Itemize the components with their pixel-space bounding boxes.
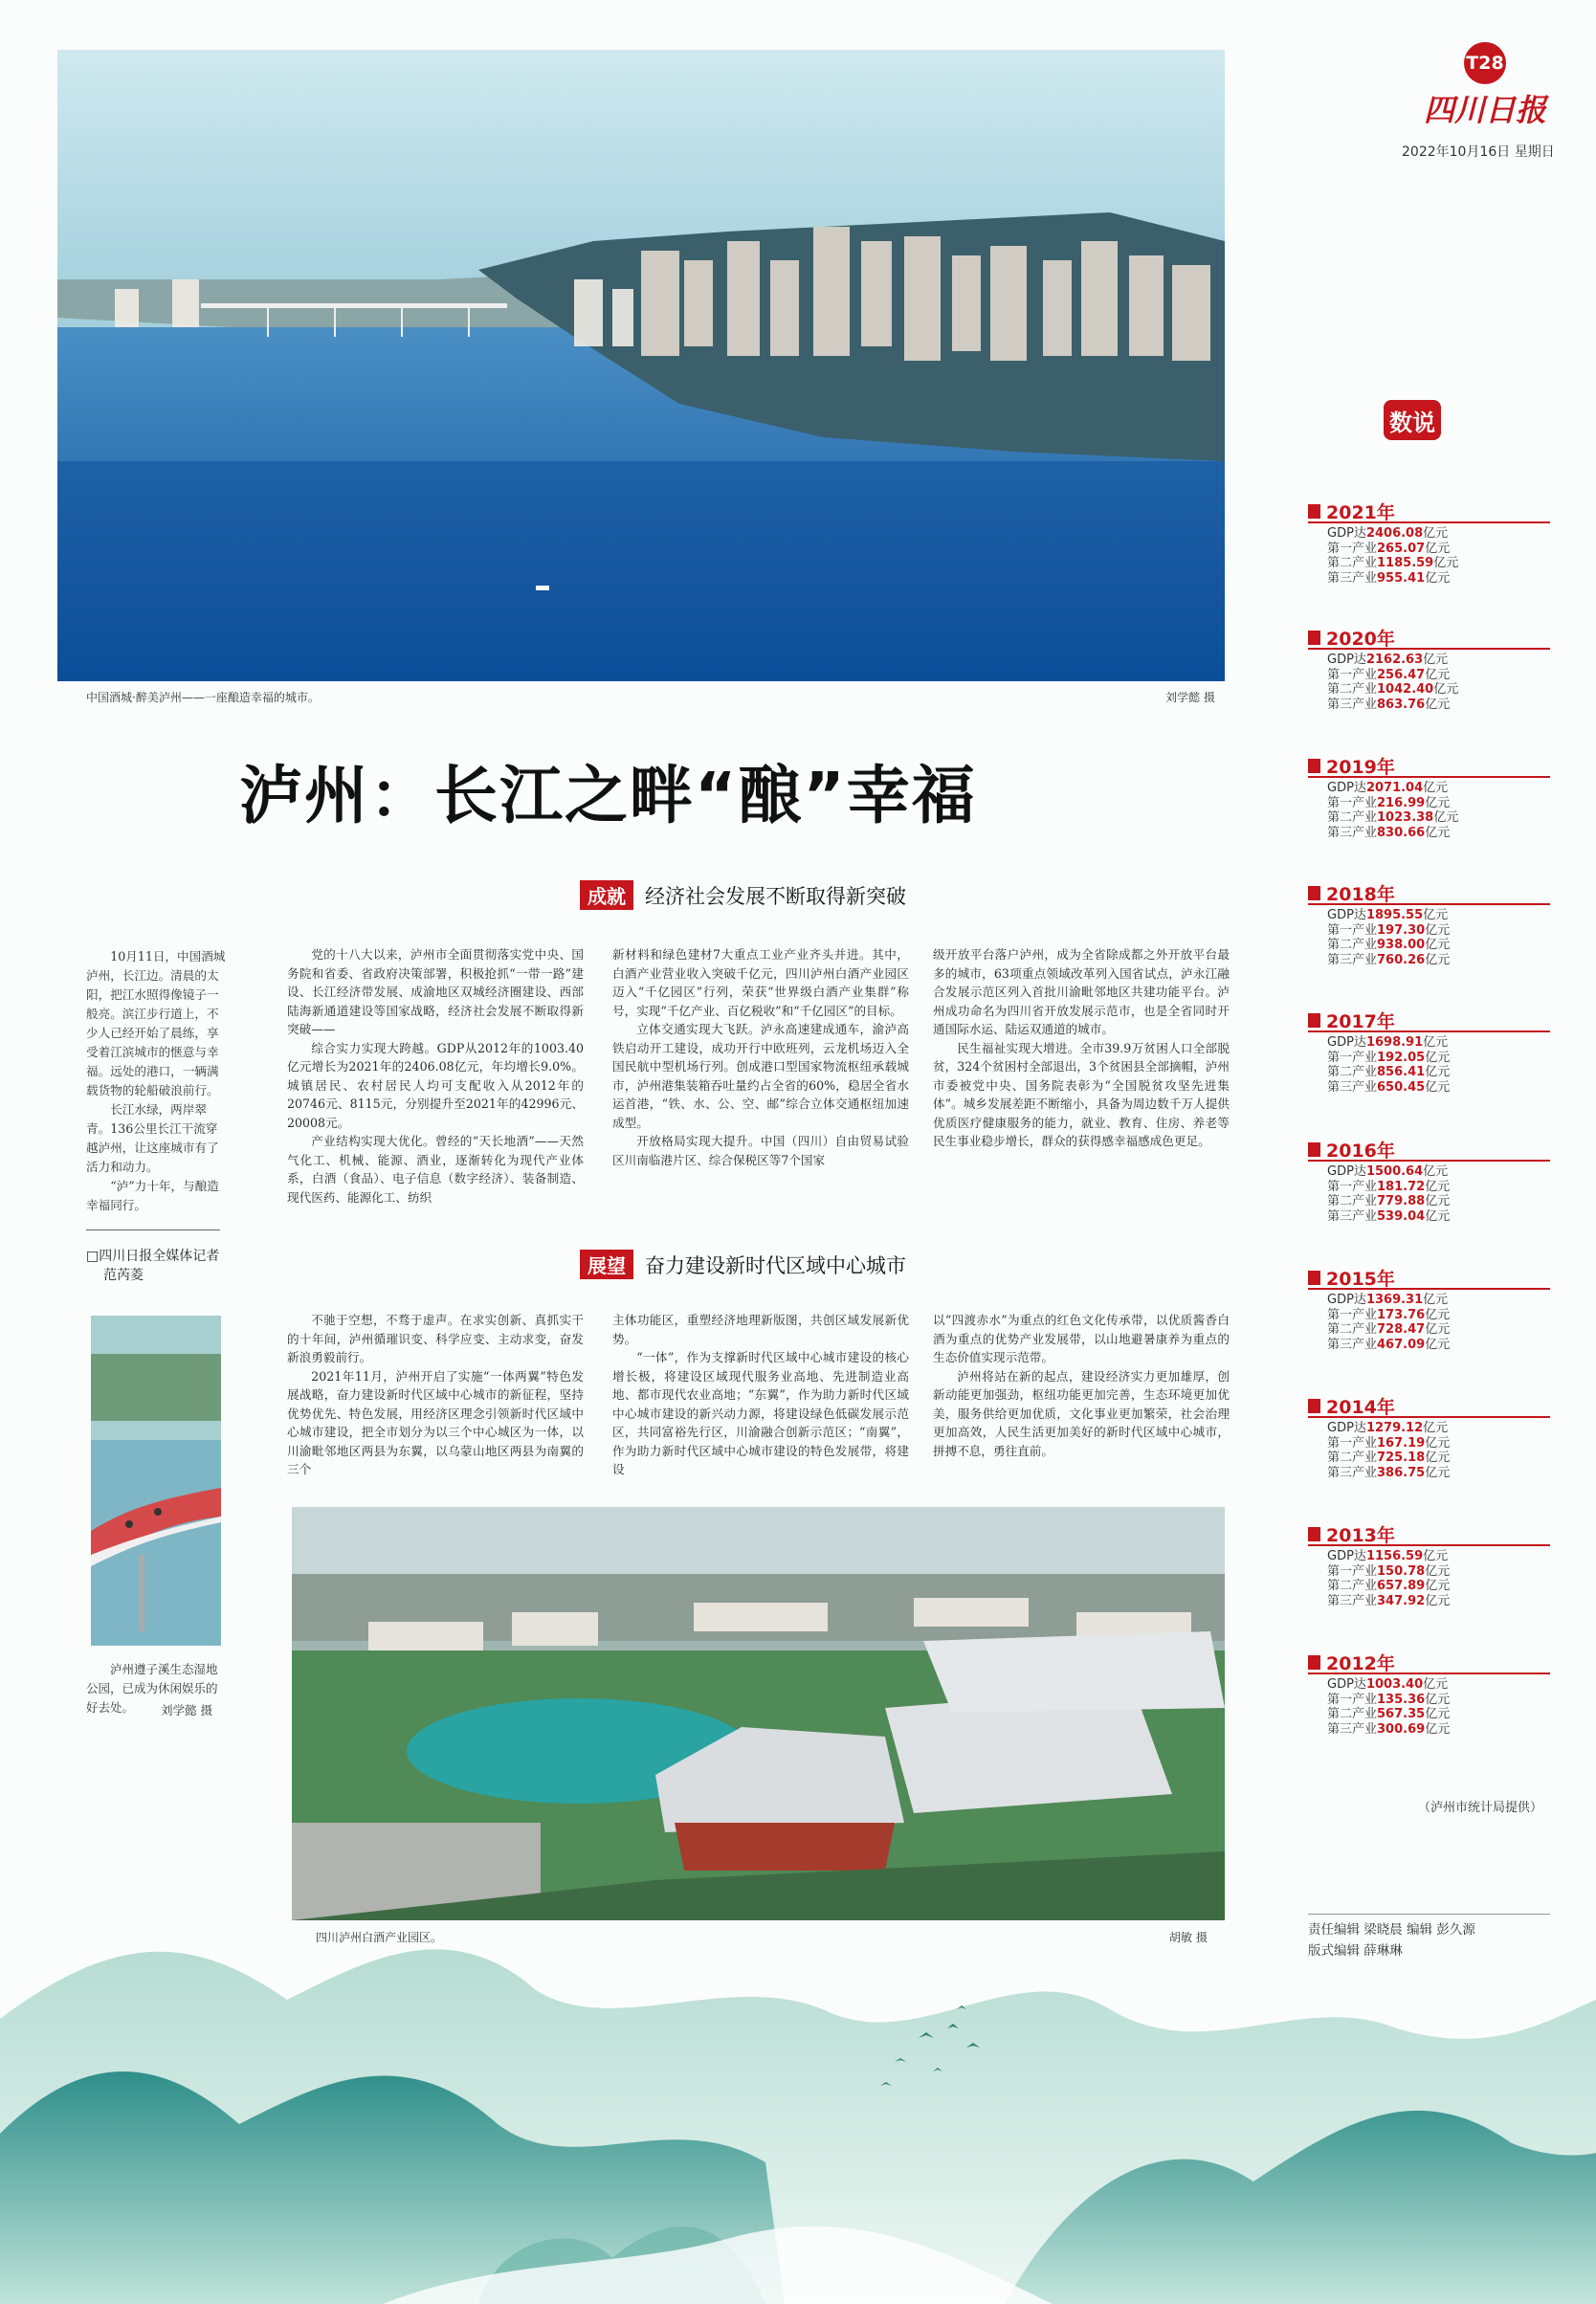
stat-value: 779.88 — [1377, 1194, 1426, 1208]
stat-row — [1327, 1080, 1550, 1096]
paragraph: 级开放平台落户泸州，成为全省除成都之外开放平台最多的城市，63项重点领域改革列入国省试点，泸永江融合发展示范区列入首批川渝毗邻地区共建功能平台。泸州成功命名为四川省开放发展示范市，也是全省同时开通国际水运、陆运双通道的城市。 — [933, 947, 1230, 1036]
year-header — [1308, 1523, 1550, 1546]
paragraph: 主体功能区，重塑经济地理新版图，共创区域发展新优势。 — [612, 1313, 909, 1346]
year-block-2014 — [1308, 1395, 1550, 1480]
s1-column-3 — [933, 945, 1230, 1232]
stat-label: 第三产业 — [1327, 1337, 1378, 1352]
stat-unit: 亿元 — [1425, 1721, 1451, 1737]
stat-label: 第一产业 — [1327, 922, 1378, 938]
reporter-name: 范芮菱 — [103, 1268, 144, 1283]
year-label: 2014年 — [1326, 1396, 1395, 1418]
paragraph: 开放格局实现大提升。中国（四川）自由贸易试验区川南临港片区、综合保税区等7个国家 — [612, 1134, 909, 1167]
paragraph: 党的十八大以来，泸州市全面贯彻落实党中央、国务院和省委、省政府决策部署，积极抢抓“一带一路”建设、长江经济带发展、成渝地区双城经济圈建设、西部陆海新通道建设等国家战略，经济社会发展不断取得新突破—— — [287, 947, 584, 1036]
paragraph: 立体交通实现大飞跃。泸永高速建成通车，渝泸高铁启动开工建设，成功开行中欧班列，云龙机场迈入全国民航中型机场行列。创成港口型国家物流枢纽承载城市，泸州港集装箱吞吐量约占全省的60%，稳居全省水运首港，“铁、水、公、空、邮”综合立体交通枢纽加速成型。 — [612, 1022, 909, 1130]
stat-label: 第三产业 — [1327, 1079, 1378, 1095]
year-values — [1308, 1293, 1550, 1352]
year-header — [1308, 1009, 1550, 1032]
stat-row — [1327, 826, 1550, 841]
year-values — [1308, 526, 1550, 586]
stat-unit: 亿元 — [1425, 1179, 1451, 1194]
paragraph: 综合实力实现大跨越。GDP从2012年的1003.40亿元增长为2021年的2406.08亿元，年均增长9.0%。城镇居民、农村居民人均可支配收入从2012年的20746元、8115元，分别提升至2021年的42996元、20008元。 — [287, 1040, 584, 1130]
stat-label: 第三产业 — [1327, 1593, 1378, 1608]
stat-label: 第二产业 — [1327, 938, 1378, 952]
stat-row — [1327, 1594, 1550, 1609]
stat-unit: 亿元 — [1425, 1435, 1451, 1451]
stat-unit: 亿元 — [1423, 1164, 1449, 1179]
newspaper-logo: 四川日报 — [1424, 92, 1547, 128]
stat-unit: 亿元 — [1425, 1563, 1451, 1579]
stat-label: GDP达 — [1327, 1549, 1366, 1563]
stat-unit: 亿元 — [1425, 1579, 1451, 1593]
stat-unit: 亿元 — [1425, 922, 1451, 938]
stat-value: 1500.64 — [1365, 1164, 1424, 1179]
stat-value: 1698.91 — [1365, 1035, 1424, 1050]
stat-value: 657.89 — [1377, 1579, 1426, 1593]
paragraph: 以“四渡赤水”为重点的红色文化传承带，以优质酱香白酒为重点的优势产业发展带，以山地避暑康养为重点的生态价值实现示范带。 — [933, 1313, 1230, 1364]
stat-unit: 亿元 — [1425, 1065, 1451, 1079]
stat-unit: 亿元 — [1433, 810, 1459, 825]
s2-column-2 — [612, 1311, 909, 1493]
stat-unit: 亿元 — [1433, 556, 1459, 570]
bottom-photo-liquor-industrial-park — [292, 1507, 1225, 1920]
stat-label: 第一产业 — [1327, 1050, 1378, 1065]
stat-row — [1327, 571, 1550, 587]
stat-unit: 亿元 — [1425, 1465, 1451, 1480]
editors-line-1: 责任编辑 梁晓晨 编辑 彭久源 — [1308, 1922, 1475, 1938]
stat-value: 150.78 — [1377, 1563, 1426, 1579]
year-label: 2021年 — [1326, 501, 1395, 523]
year-marker — [1308, 504, 1320, 519]
year-header — [1308, 1395, 1550, 1418]
stat-row — [1327, 1051, 1550, 1066]
stat-row — [1327, 1421, 1550, 1436]
stat-value: 938.00 — [1377, 938, 1426, 952]
stat-row — [1327, 556, 1550, 571]
stat-label: 第二产业 — [1327, 682, 1378, 697]
stat-row — [1327, 1549, 1550, 1564]
year-values — [1308, 1421, 1550, 1480]
s2-column-3 — [933, 1311, 1230, 1493]
year-block-2020 — [1308, 627, 1550, 712]
stat-row — [1327, 1436, 1550, 1451]
year-label: 2013年 — [1326, 1524, 1395, 1546]
stat-row — [1327, 1451, 1550, 1466]
year-values — [1308, 1549, 1550, 1608]
editors-line-2: 版式编辑 薛琳琳 — [1308, 1943, 1403, 1959]
bottom-photo-credit: 胡敏 摄 — [1169, 1931, 1208, 1944]
year-label: 2018年 — [1326, 883, 1395, 905]
stat-label: 第二产业 — [1327, 1707, 1378, 1721]
stat-row — [1327, 1677, 1550, 1693]
stat-unit: 亿元 — [1425, 938, 1451, 952]
stat-row — [1327, 1722, 1550, 1738]
year-block-2018 — [1308, 882, 1550, 967]
bottom-photo-caption: 四川泸州白酒产业园区。 — [316, 1931, 443, 1944]
stat-value: 197.30 — [1377, 922, 1426, 938]
stat-row — [1327, 938, 1550, 953]
lead-text — [86, 947, 226, 1215]
stat-value: 2071.04 — [1365, 781, 1424, 795]
stat-value: 830.66 — [1377, 825, 1426, 840]
issue-date: 2022年10月16日 星期日 — [1402, 144, 1555, 160]
year-values — [1308, 1677, 1550, 1737]
stat-row — [1327, 698, 1550, 713]
headline: 泸州：长江之畔“酿”幸福 — [239, 759, 977, 832]
stat-label: GDP达 — [1327, 1677, 1366, 1692]
stat-row — [1327, 810, 1550, 826]
year-header — [1308, 1267, 1550, 1290]
year-marker — [1308, 886, 1320, 900]
year-marker — [1308, 631, 1320, 645]
stat-value: 567.35 — [1377, 1707, 1426, 1721]
stat-value: 265.07 — [1377, 541, 1426, 556]
stat-label: GDP达 — [1327, 1293, 1366, 1307]
stat-label: 第二产业 — [1327, 1579, 1378, 1593]
stat-value: 725.18 — [1377, 1451, 1426, 1465]
paragraph: 2021年11月，泸州开启了实施“一体两翼”特色发展战略，奋力建设新时代区域中心城市的新征程，坚持优势优先、特色发展，用经济区理念引领新时代区域中心城市建设，把全市划分为以三个中心城区为一体，以川渝毗邻地区两县为东翼，以乌蒙山地区两县为南翼的三个 — [287, 1368, 584, 1476]
page-number-badge: T28 — [1464, 42, 1506, 84]
stat-row — [1327, 1194, 1550, 1209]
stat-row — [1327, 1707, 1550, 1722]
stat-row — [1327, 1293, 1550, 1308]
stat-label: GDP达 — [1327, 1035, 1366, 1050]
section-outlook-header — [580, 1250, 906, 1279]
stat-label: 第三产业 — [1327, 570, 1378, 586]
year-block-2012 — [1308, 1651, 1550, 1737]
stat-value: 760.26 — [1377, 952, 1426, 967]
stat-value: 467.09 — [1377, 1337, 1426, 1352]
year-label: 2020年 — [1326, 628, 1395, 650]
stat-unit: 亿元 — [1423, 1035, 1449, 1050]
stat-label: GDP达 — [1327, 653, 1366, 667]
stat-value: 955.41 — [1377, 570, 1426, 586]
paragraph: “一体”，作为支撑新时代区域中心城市建设的核心增长极，将建设区域现代服务业高地、先进制造业高地、都市现代农业高地；“东翼”，作为助力新时代区域中心城市建设的新兴动力源，将建设绿色低碳发展示范区，共同富裕先行区，川渝融合创新示范区；“南翼”，作为助力新时代区域中心城市建设的特色发展带，将建设 — [612, 1350, 909, 1476]
year-block-2019 — [1308, 755, 1550, 840]
section-achievements-header — [580, 880, 906, 910]
stat-row — [1327, 1035, 1550, 1051]
stat-value: 1185.59 — [1377, 556, 1434, 570]
stat-label: 第一产业 — [1327, 1179, 1378, 1194]
lead-paragraph: “泸”力十年，与酿造幸福同行。 — [86, 1179, 219, 1212]
stat-label: 第一产业 — [1327, 1435, 1378, 1451]
stat-value: 539.04 — [1377, 1208, 1426, 1224]
stat-unit: 亿元 — [1425, 667, 1451, 682]
stat-value: 863.76 — [1377, 697, 1426, 712]
year-marker — [1308, 1013, 1320, 1028]
stat-row — [1327, 1466, 1550, 1481]
year-label: 2017年 — [1326, 1010, 1395, 1032]
stat-label: 第一产业 — [1327, 541, 1378, 556]
stat-label: 第三产业 — [1327, 1208, 1378, 1224]
stat-row — [1327, 653, 1550, 668]
top-photo-river-city — [57, 50, 1225, 681]
stat-label: 第三产业 — [1327, 697, 1378, 712]
year-label: 2015年 — [1326, 1268, 1395, 1290]
year-header — [1308, 755, 1550, 778]
stat-label: 第一产业 — [1327, 1692, 1378, 1707]
stat-row — [1327, 1338, 1550, 1353]
year-values — [1308, 1035, 1550, 1095]
stat-unit: 亿元 — [1425, 1707, 1451, 1721]
stat-unit: 亿元 — [1425, 1194, 1451, 1208]
stat-label: 第三产业 — [1327, 1721, 1378, 1737]
stat-unit: 亿元 — [1423, 653, 1449, 667]
stat-label: 第二产业 — [1327, 810, 1378, 825]
stats-source: （泸州市统计局提供） — [1418, 1801, 1543, 1815]
stat-row — [1327, 1693, 1550, 1708]
stat-label: GDP达 — [1327, 1164, 1366, 1179]
stat-label: GDP达 — [1327, 526, 1366, 541]
stat-row — [1327, 682, 1550, 698]
stat-label: 第一产业 — [1327, 795, 1378, 810]
year-label: 2012年 — [1326, 1652, 1395, 1674]
stat-unit: 亿元 — [1425, 541, 1451, 556]
stat-unit: 亿元 — [1425, 1322, 1451, 1337]
stat-label: 第三产业 — [1327, 825, 1378, 840]
stat-unit: 亿元 — [1423, 908, 1449, 922]
section-title: 经济社会发展不断取得新突破 — [645, 884, 906, 908]
stat-label: 第二产业 — [1327, 1065, 1378, 1079]
small-photo-caption: 泸州遵子溪生态湿地公园，已成为休闲娱乐的好去处。 — [86, 1662, 218, 1715]
stat-value: 173.76 — [1377, 1307, 1426, 1322]
stat-value: 1156.59 — [1365, 1549, 1424, 1563]
stat-label: 第二产业 — [1327, 1322, 1378, 1337]
stat-value: 300.69 — [1377, 1721, 1426, 1737]
stat-row — [1327, 1065, 1550, 1080]
stat-row — [1327, 1564, 1550, 1580]
stat-row — [1327, 542, 1550, 557]
stat-unit: 亿元 — [1423, 1549, 1449, 1563]
top-photo-credit: 刘学懿 摄 — [1165, 691, 1215, 704]
stat-value: 167.19 — [1377, 1435, 1426, 1451]
stat-row — [1327, 908, 1550, 923]
stat-label: GDP达 — [1327, 781, 1366, 795]
stat-unit: 亿元 — [1423, 1421, 1449, 1435]
stat-row — [1327, 1322, 1550, 1338]
paragraph: 民生福祉实现大增进。全市39.9万贫困人口全部脱贫，324个贫困村全部退出，3个贫困县全部摘帽，泸州市委被党中央、国务院表彰为“全国脱贫攻坚先进集体”。城乡发展差距不断缩小，具备为周边数千万人提供优质医疗健康服务的能力，就业、教育、住房、养老等民生事业稳步增长，群众的获得感幸福感成色更足。 — [933, 1040, 1230, 1148]
stat-unit: 亿元 — [1423, 526, 1449, 541]
section-tag: 展望 — [580, 1250, 633, 1279]
stat-row — [1327, 796, 1550, 811]
s1-column-1 — [287, 945, 584, 1232]
stat-label: 第一产业 — [1327, 1563, 1378, 1579]
year-header — [1308, 1651, 1550, 1674]
small-photo-wetland-park — [91, 1316, 221, 1646]
stat-row — [1327, 1308, 1550, 1323]
stat-label: 第二产业 — [1327, 556, 1378, 570]
stat-value: 1279.12 — [1365, 1421, 1424, 1435]
stat-row — [1327, 923, 1550, 939]
lead-paragraph: 长江水绿，两岸翠青。136公里长江干流穿越泸州，让这座城市有了活力和动力。 — [86, 1102, 219, 1174]
s1-column-2 — [612, 945, 909, 1232]
s2-column-1 — [287, 1311, 584, 1493]
stat-unit: 亿元 — [1423, 1677, 1449, 1692]
year-marker — [1308, 1271, 1320, 1285]
year-block-2015 — [1308, 1267, 1550, 1352]
stat-value: 1895.55 — [1365, 908, 1424, 922]
year-header — [1308, 500, 1550, 523]
stat-row — [1327, 953, 1550, 968]
stat-unit: 亿元 — [1433, 682, 1459, 697]
stat-label: GDP达 — [1327, 908, 1366, 922]
stat-row — [1327, 1164, 1550, 1180]
paragraph: 泸州将站在新的起点，建设经济实力更加雄厚，创新动能更加强劲，枢纽功能更加完善，生态环境更加优美，服务供给更加优质，文化事业更加繁荣，社会治理更加高效，人民生活更加美好的新时代区域中心城市，拼搏不息，勇往直前。 — [933, 1368, 1230, 1458]
paragraph: 不驰于空想，不骛于虚声。在求实创新、真抓实干的十年间，泸州循璀识变、科学应变、主动求变，奋发新浪勇毅前行。 — [287, 1313, 584, 1364]
divider — [1308, 1914, 1550, 1915]
stat-unit: 亿元 — [1423, 781, 1449, 795]
stat-unit: 亿元 — [1425, 1692, 1451, 1707]
stat-unit: 亿元 — [1425, 1050, 1451, 1065]
year-values — [1308, 1164, 1550, 1224]
stat-row — [1327, 1579, 1550, 1594]
year-marker — [1308, 759, 1320, 773]
stat-value: 1003.40 — [1365, 1677, 1424, 1692]
year-header — [1308, 882, 1550, 905]
stat-row — [1327, 1180, 1550, 1195]
stat-unit: 亿元 — [1425, 697, 1451, 712]
stat-value: 135.36 — [1377, 1692, 1426, 1707]
year-marker — [1308, 1142, 1320, 1157]
stat-value: 386.75 — [1377, 1465, 1426, 1480]
stat-value: 216.99 — [1377, 795, 1426, 810]
year-block-2013 — [1308, 1523, 1550, 1608]
stat-value: 2162.63 — [1365, 653, 1424, 667]
top-photo-caption: 中国酒城·醉美泸州——一座酿造幸福的城市。 — [86, 691, 320, 704]
section-tag: 成就 — [580, 880, 633, 910]
small-photo-credit: 刘学懿 摄 — [161, 1703, 212, 1717]
stat-unit: 亿元 — [1425, 952, 1451, 967]
stat-label: 第一产业 — [1327, 667, 1378, 682]
stat-unit: 亿元 — [1425, 1337, 1451, 1352]
stat-row — [1327, 526, 1550, 542]
year-header — [1308, 627, 1550, 650]
year-values — [1308, 781, 1550, 840]
stat-unit: 亿元 — [1423, 1293, 1449, 1307]
stat-label: 第三产业 — [1327, 1465, 1378, 1480]
lead-paragraph: 10月11日，中国酒城泸州，长江边。清晨的太阳，把江水照得像镜子一般亮。滨江步行道上，不少人已经开始了晨练，享受着江滨城市的惬意与幸福。远处的港口，一辆满载货物的轮船破浪前行。 — [86, 949, 226, 1097]
year-values — [1308, 908, 1550, 967]
stat-row — [1327, 1209, 1550, 1225]
stat-unit: 亿元 — [1425, 570, 1451, 586]
year-label: 2016年 — [1326, 1140, 1395, 1162]
stat-value: 728.47 — [1377, 1322, 1426, 1337]
stat-row — [1327, 781, 1550, 796]
paragraph: 新材料和绿色建材7大重点工业产业齐头并进。其中，白酒产业营业收入突破千亿元，四川泸州白酒产业园区迈入“千亿园区”行列，荣获“世界级白酒产业集群”称号，实现“千亿产业、百亿税收”和“千亿园区”的目标。 — [612, 947, 909, 1018]
paragraph: 产业结构实现大优化。曾经的“天长地酒”——天然气化工、机械、能源、酒业，逐渐转化为现代产业体系，白酒（食品）、电子信息（数字经济）、装备制造、现代医药、能源化工、纺织 — [287, 1134, 584, 1205]
stat-unit: 亿元 — [1425, 1593, 1451, 1608]
year-block-2017 — [1308, 1009, 1550, 1095]
stat-value: 1042.40 — [1377, 682, 1434, 697]
stat-label: GDP达 — [1327, 1421, 1366, 1435]
stat-label: 第二产业 — [1327, 1451, 1378, 1465]
stat-value: 256.47 — [1377, 667, 1426, 682]
stat-value: 1369.31 — [1365, 1293, 1424, 1307]
stat-row — [1327, 668, 1550, 683]
stat-unit: 亿元 — [1425, 1307, 1451, 1322]
year-block-2016 — [1308, 1139, 1550, 1224]
stat-label: 第二产业 — [1327, 1194, 1378, 1208]
year-marker — [1308, 1527, 1320, 1541]
stat-value: 1023.38 — [1377, 810, 1434, 825]
shuoshuo-badge: 数说 — [1384, 400, 1441, 440]
stat-label: 第三产业 — [1327, 952, 1378, 967]
year-marker — [1308, 1655, 1320, 1670]
stat-value: 856.41 — [1377, 1065, 1426, 1079]
year-marker — [1308, 1399, 1320, 1413]
section-title: 奋力建设新时代区域中心城市 — [645, 1253, 906, 1277]
stat-unit: 亿元 — [1425, 1208, 1451, 1224]
stat-unit: 亿元 — [1425, 795, 1451, 810]
stat-unit: 亿元 — [1425, 1451, 1451, 1465]
year-values — [1308, 653, 1550, 712]
stat-unit: 亿元 — [1425, 825, 1451, 840]
year-block-2021 — [1308, 500, 1550, 586]
stat-value: 192.05 — [1377, 1050, 1426, 1065]
stat-value: 650.45 — [1377, 1079, 1426, 1095]
year-label: 2019年 — [1326, 756, 1395, 778]
stat-unit: 亿元 — [1425, 1079, 1451, 1095]
stat-value: 181.72 — [1377, 1179, 1426, 1194]
stat-value: 2406.08 — [1365, 526, 1424, 541]
year-header — [1308, 1139, 1550, 1162]
stat-label: 第一产业 — [1327, 1307, 1378, 1322]
byline: □四川日报全媒体记者 — [86, 1249, 220, 1264]
stat-value: 347.92 — [1377, 1593, 1426, 1608]
